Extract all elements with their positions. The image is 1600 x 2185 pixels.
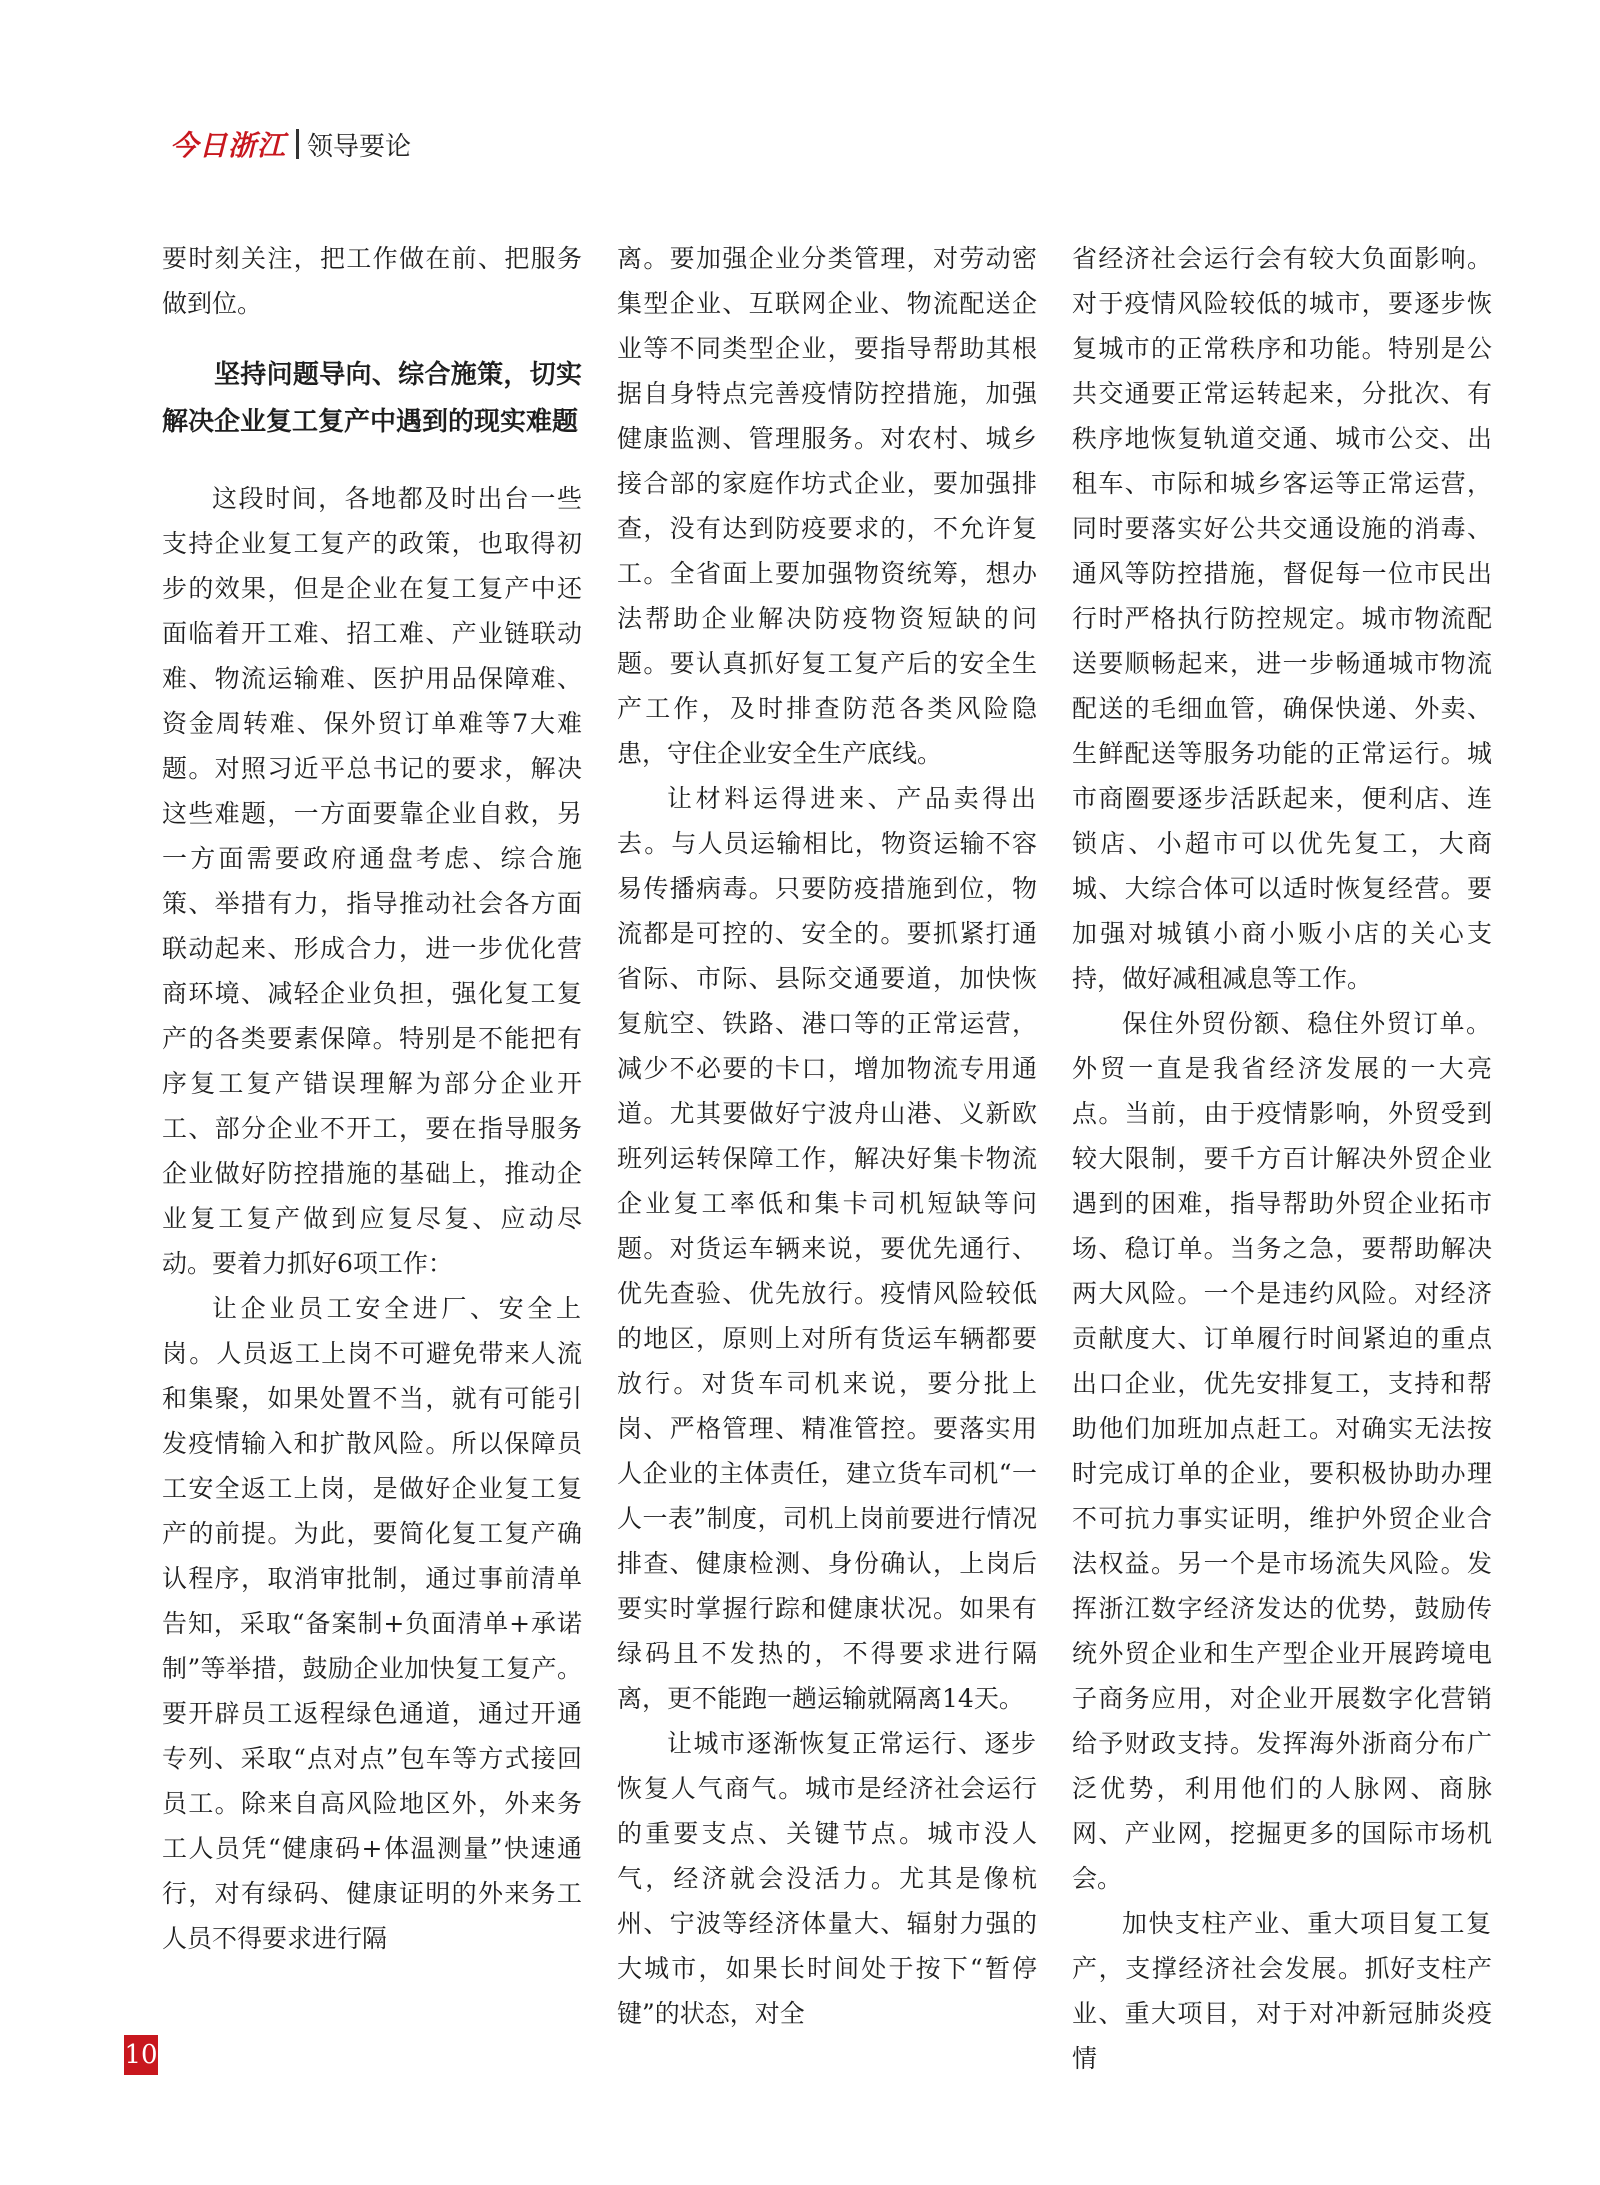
paragraph: 要时刻关注，把工作做在前、把服务做到位。 xyxy=(162,244,582,318)
paragraph: 省经济社会运行会有较大负面影响。对于疫情风险较低的城市，要逐步恢复城市的正常秩序和功能。特别是公共交通要正常运转起来，分批次、有秩序地恢复轨道交通、城市公交、出租车、市际和城乡客运等正常运营，同时要落实好公共交通设施的消毒、通风等防控措施，督促每一位市民出行时严格执行防控规定。城市物流配送要顺畅起来，进一步畅通城市物流配送的毛细血管，确保快递、外卖、生鲜配送等服务功能的正常运行。城市商圈要逐步活跃起来，便利店、连锁店、小超市可以优先复工，大商城、大综合体可以适时恢复经营。要加强对城镇小商小贩小店的关心支持，做好减租减息等工作。 xyxy=(1072,244,1492,993)
paragraph-body: 人员返工上岗不可避免带来人流和集聚，如果处置不当，就有可能引发疫情输入和扩散风险。所以保障员工安全返工上岗，是做好企业复工复产的前提。为此，要简化复工复产确认程序，取消审批制，通过事前清单告知，采取“备案制+负面清单+承诺制”等举措，鼓励企业加快复工复产。要开辟员工返程绿色通道，通过开通专列、采取“点对点”包车等方式接回员工。除来自高风险地区外，外来务工人员凭“健康码+体温测量”快速通行，对有绿码、健康证明的外来务工人员不得要求进行隔 xyxy=(162,1339,582,1953)
paragraph: 这段时间，各地都及时出台一些支持企业复工复产的政策，也取得初步的效果，但是企业在复工复产中还面临着开工难、招工难、产业链联动难、物流运输难、医护用品保障难、资金周转难、保外贸订单难等7大难题。对照习近平总书记的要求，解决这些难题，一方面要靠企业自救，另一方面需要政府通盘考虑、综合施策、举措有力，指导推动社会各方面联动起来、形成合力，进一步优化营商环境、减轻企业负担，强化复工复产的各类要素保障。特别是不能把有序复工复产错误理解为部分企业开工、部分企业不开工，要在指导服务企业做好防控措施的基础上，推动企业复工复产做到应复尽复、应动尽动。要着力抓好6项工作： xyxy=(162,484,582,1278)
column-3 xyxy=(1072,236,1492,2081)
header-divider xyxy=(296,129,299,159)
paragraph xyxy=(617,776,1037,1721)
paragraph-body: 城市是经济社会运行的重要支点、关键节点。城市没人气，经济就会没活力。尤其是像杭州、宁波等经济体量大、辐射力强的大城市，如果长时间处于按下“暂停键”的状态，对全 xyxy=(617,1774,1037,2028)
paragraph: 离。要加强企业分类管理，对劳动密集型企业、互联网企业、物流配送企业等不同类型企业，要指导帮助其根据自身特点完善疫情防控措施，加强健康监测、管理服务。对农村、城乡接合部的家庭作坊式企业，要加强排查，没有达到防疫要求的，不允许复工。全省面上要加强物资统筹，想办法帮助企业解决防疫物资短缺的问题。要认真抓好复工复产后的安全生产工作，及时排查防范各类风险隐患，守住企业安全生产底线。 xyxy=(617,244,1037,768)
magazine-logo: 今日浙江 xyxy=(170,129,287,162)
column-2 xyxy=(617,236,1037,2036)
section-heading: 坚持问题导向、综合施策，切实解决企业复工复产中遇到的现实难题 xyxy=(162,360,582,437)
paragraph-body: 抓好支柱产业、重大项目，对于对冲新冠肺炎疫情 xyxy=(1072,1954,1492,2073)
column-1 xyxy=(162,236,582,1961)
paragraph-body: 外贸一直是我省经济发展的一大亮点。当前，由于疫情影响，外贸受到较大限制，要千方百计解决外贸企业遇到的困难，指导帮助外贸企业拓市场、稳订单。当务之急，要帮助解决两大风险。一个是违约风险。对经济贡献度大、订单履行时间紧迫的重点出口企业，优先安排复工，支持和帮助他们加班加点赶工。对确实无法按时完成订单的企业，要积极协助办理不可抗力事实证明，维护外贸企业合法权益。另一个是市场流失风险。发挥浙江数字经济发达的优势，鼓励传统外贸企业和生产型企业开展跨境电子商务应用，对企业开展数字化营销给予财政支持。发挥海外浙商分布广泛优势，利用他们的人脉网、商脉网、产业网，挖掘更多的国际市场机会。 xyxy=(1072,1054,1492,1893)
subheading-lead: 让材料运得进来、产品卖得出去。 xyxy=(617,784,1037,858)
page-number: 10 xyxy=(124,2035,158,2075)
section-title: 领导要论 xyxy=(307,131,412,162)
subheading-lead: 让企业员工安全进厂、安全上岗。 xyxy=(162,1294,582,1368)
subheading-lead: 让城市逐渐恢复正常运行、逐步恢复人气商气。 xyxy=(617,1729,1037,1803)
page-header xyxy=(170,122,411,166)
paragraph xyxy=(617,1721,1037,2036)
paragraph xyxy=(1072,1901,1492,2081)
subheading-lead: 加快支柱产业、重大项目复工复产，支撑经济社会发展。 xyxy=(1072,1909,1492,1983)
paragraph xyxy=(162,1286,582,1961)
subheading-lead: 保住外贸份额、稳住外贸订单。 xyxy=(1122,1009,1492,1038)
paragraph-body: 与人员运输相比，物资运输不容易传播病毒。只要防疫措施到位，物流都是可控的、安全的。要抓紧打通省际、市际、县际交通要道，加快恢复航空、铁路、港口等的正常运营，减少不必要的卡口，增加物流专用通道。尤其要做好宁波舟山港、义新欧班列运转保障工作，解决好集卡物流企业复工率低和集卡司机短缺等问题。对货运车辆来说，要优先通行、优先查验、优先放行。疫情风险较低的地区，原则上对所有货运车辆都要放行。对货车司机来说，要分批上岗、严格管理、精准管控。要落实用人企业的主体责任，建立货车司机“一人一表”制度，司机上岗前要进行情况排查、健康检测、身份确认，上岗后要实时掌握行踪和健康状况。如果有绿码且不发热的，不得要求进行隔离，更不能跑一趟运输就隔离14天。 xyxy=(617,829,1037,1713)
paragraph xyxy=(1072,1001,1492,1901)
